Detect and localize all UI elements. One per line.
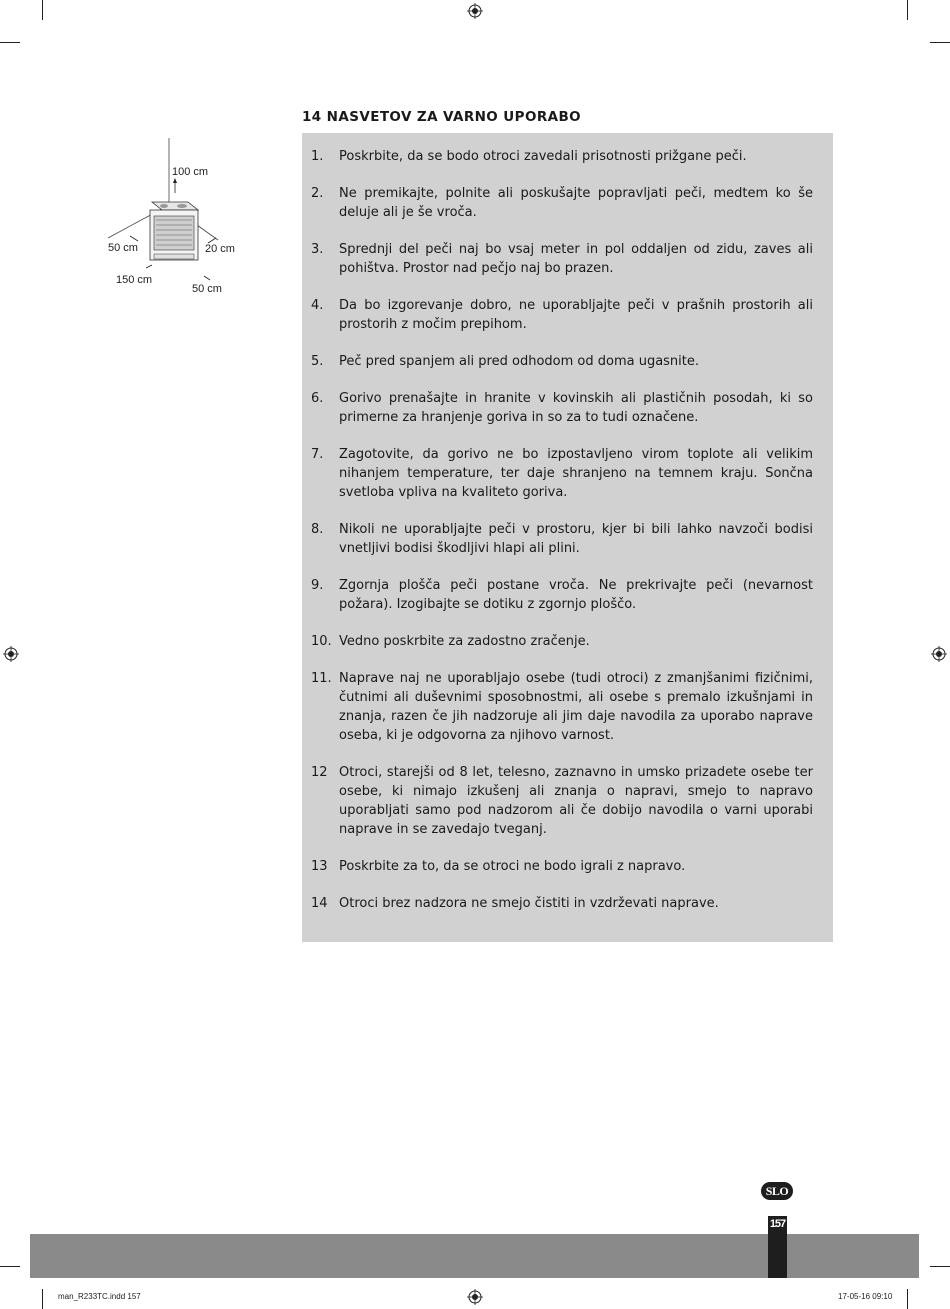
- list-item: [311, 352, 813, 371]
- list-item: [311, 763, 813, 839]
- registration-mark-icon: [467, 3, 483, 19]
- item-text: Zagotovite, da gorivo ne bo izpostavljeno virom toplote ali velikim nihanjem temperature, ter daje shranjeno na temnem kraju. Sončna svetloba vpliva na kvaliteto goriva.: [339, 447, 813, 500]
- crop-mark: [42, 0, 43, 20]
- heater-icon: [150, 202, 198, 260]
- dimension-front: 150 cm: [116, 274, 153, 286]
- item-number: 11.: [311, 671, 332, 686]
- item-number: 7.: [311, 447, 324, 462]
- item-text: Ne premikajte, polnite ali poskušajte popravljati peči, medtem ko še deluje ali je še vroča.: [339, 186, 813, 220]
- dimension-top: 100 cm: [172, 166, 209, 178]
- item-text: Vedno poskrbite za zadostno zračenje.: [339, 634, 590, 649]
- item-number: 12: [311, 765, 328, 780]
- registration-mark-icon: [3, 646, 19, 662]
- list-item: [311, 894, 813, 913]
- list-item: [311, 632, 813, 651]
- item-text: Otroci, starejši od 8 let, telesno, zaznavno in umsko prizadete osebe ter osebe, ki nimajo izkušenj ali znanja o napravi, smejo to napravo uporabljati samo pod nadzorom ali če dobijo navodila o varni uporabi naprave in se zavedajo tveganj.: [339, 765, 813, 837]
- item-number: 14: [311, 896, 328, 911]
- list-item: [311, 445, 813, 502]
- slug-date: 17-05-16 09:10: [838, 1292, 893, 1301]
- list-item: [311, 240, 813, 278]
- list-item: [311, 147, 813, 166]
- dimension-left: 50 cm: [108, 242, 138, 254]
- section-title: 14 NASVETOV ZA VARNO UPORABO: [302, 109, 582, 125]
- dimension-side: 50 cm: [192, 283, 222, 295]
- item-number: 9.: [311, 578, 324, 593]
- item-text: Nikoli ne uporabljajte peči v prostoru, kjer bi bili lahko navzoči bodisi vnetljivi bodisi škodljivi hlapi ali plini.: [339, 522, 813, 556]
- item-text: Peč pred spanjem ali pred odhodom od doma ugasnite.: [339, 354, 700, 369]
- list-item: [311, 389, 813, 427]
- item-number: 3.: [311, 242, 324, 257]
- registration-mark-icon: [467, 1289, 483, 1305]
- item-number: 13: [311, 859, 328, 874]
- item-number: 4.: [311, 298, 324, 313]
- list-item: [311, 857, 813, 876]
- list-item: [311, 296, 813, 334]
- item-number: 2.: [311, 186, 324, 201]
- item-text: Poskrbite za to, da se otroci ne bodo igrali z napravo.: [339, 859, 686, 874]
- crop-mark: [0, 42, 20, 43]
- item-text: Gorivo prenašajte in hranite v kovinskih ali plastičnih posodah, ki so primerne za hranjenje goriva in so za to tudi označene.: [339, 391, 813, 425]
- slug-filename: man_R233TC.indd 157: [58, 1292, 141, 1301]
- crop-mark: [42, 1289, 43, 1309]
- item-text: Zgornja plošča peči postane vroča. Ne prekrivajte peči (nevarnost požara). Izogibajte se dotiku z zgornjo ploščo.: [339, 578, 813, 612]
- list-item: [311, 576, 813, 614]
- language-badge: SLO: [761, 1182, 793, 1200]
- list-item: [311, 669, 813, 745]
- item-number: 1.: [311, 149, 324, 164]
- item-number: 6.: [311, 391, 324, 406]
- item-text: Otroci brez nadzora ne smejo čistiti in vzdrževati naprave.: [339, 896, 719, 911]
- item-text: Naprave naj ne uporabljajo osebe (tudi otroci) z zmanjšanimi fizičnimi, čutnimi ali duševnimi sposobnostmi, ali osebe s premalo izkušnjami in znanja, razen če jih nadzoruje ali jim daje navodila za uporabo naprave oseba, ki je odgovorna za njihovo varnost.: [339, 671, 813, 743]
- crop-mark: [907, 1289, 908, 1309]
- page-number: 157: [769, 1218, 786, 1230]
- crop-mark: [907, 0, 908, 20]
- list-item: [311, 520, 813, 558]
- dimension-right: 20 cm: [205, 243, 235, 255]
- crop-mark: [930, 42, 950, 43]
- item-number: 10.: [311, 634, 332, 649]
- item-text: Poskrbite, da se bodo otroci zavedali prisotnosti prižgane peči.: [339, 149, 747, 164]
- clearance-diagram: [100, 130, 260, 305]
- item-number: 8.: [311, 522, 324, 537]
- registration-mark-icon: [931, 646, 947, 662]
- item-text: Sprednji del peči naj bo vsaj meter in pol oddaljen od zidu, zaves ali pohištva. Prostor nad pečjo naj bo prazen.: [339, 242, 813, 276]
- crop-mark: [930, 1266, 950, 1267]
- list-item: [311, 184, 813, 222]
- crop-mark: [0, 1266, 20, 1267]
- safety-tips-box: [302, 133, 833, 942]
- item-number: 5.: [311, 354, 324, 369]
- item-text: Da bo izgorevanje dobro, ne uporabljajte peči v prašnih prostorih ali prostorih z močim prepihom.: [339, 298, 813, 332]
